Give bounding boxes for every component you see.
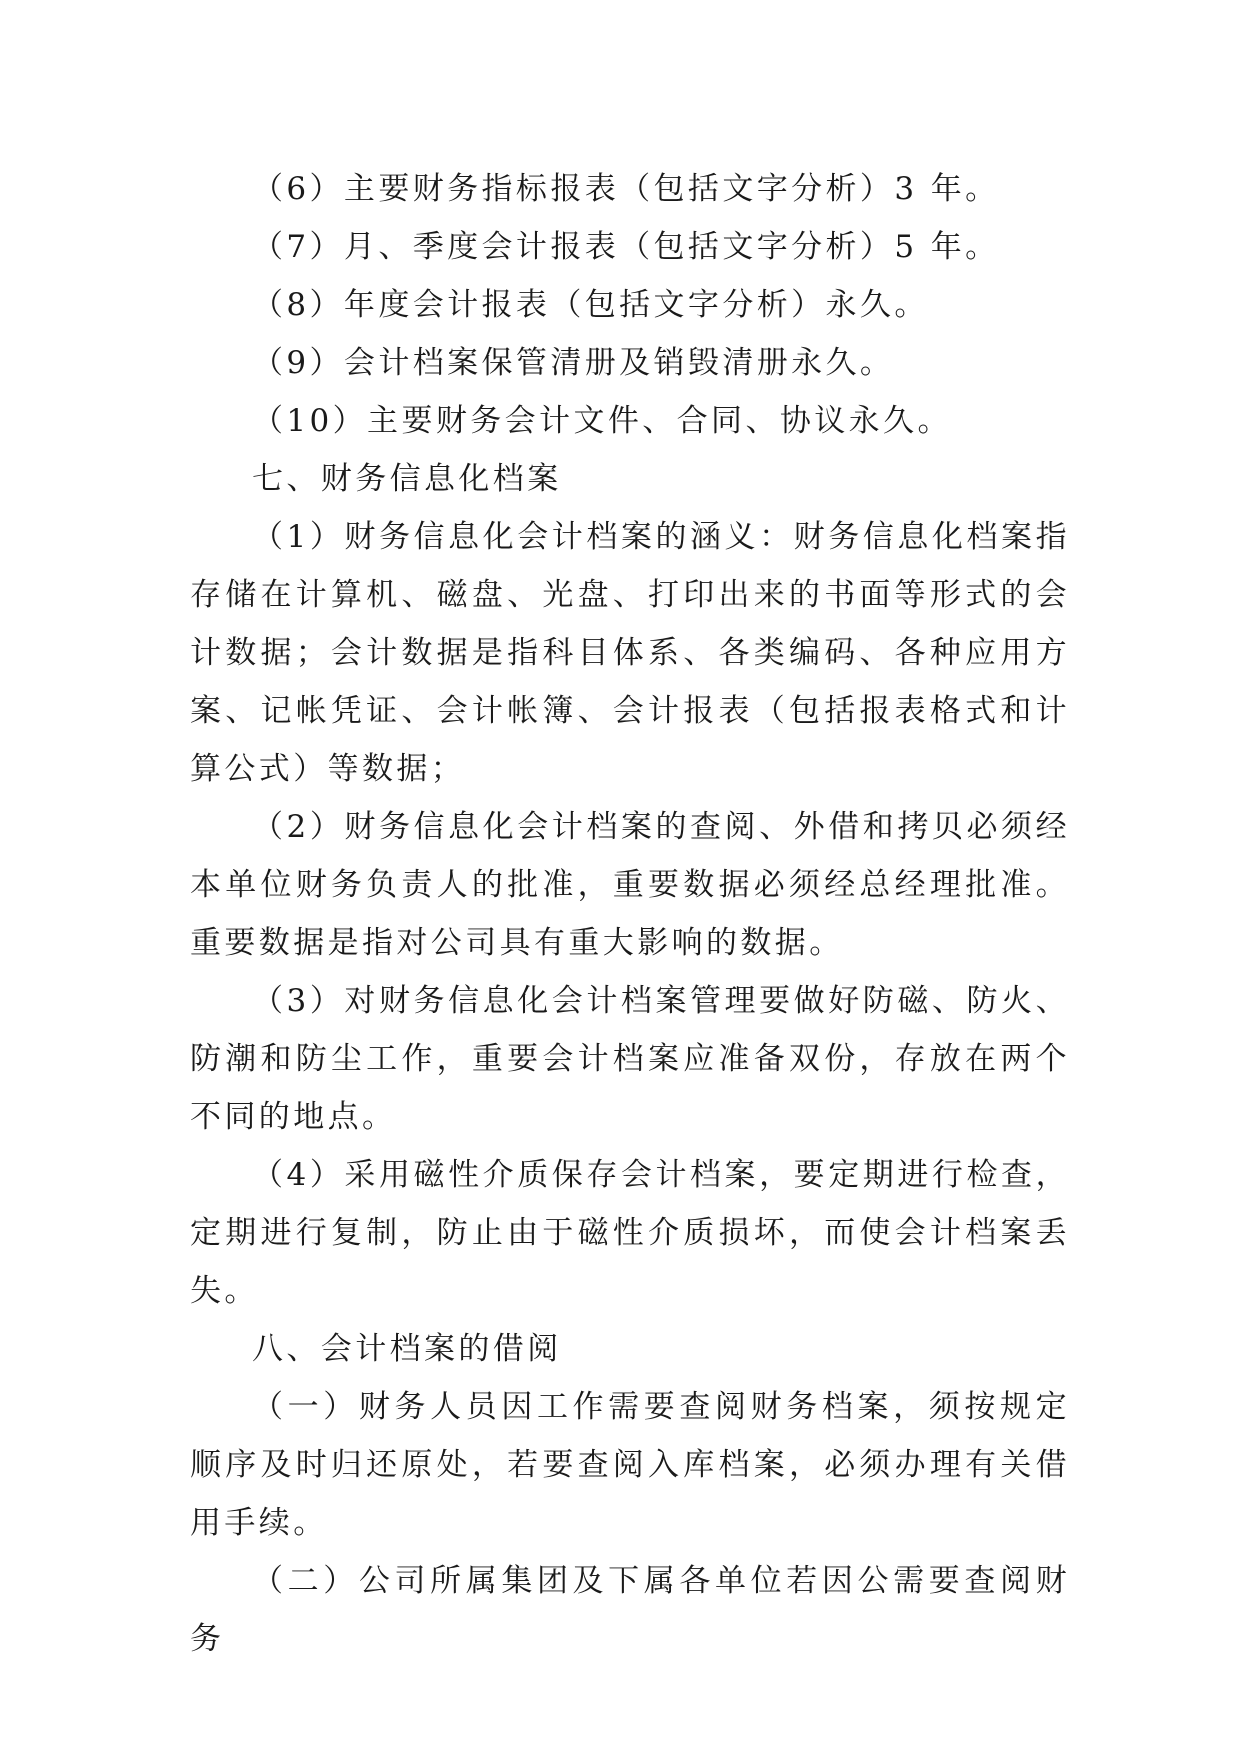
paragraph-retention-7: （7）月、季度会计报表（包括文字分析）5 年。: [252, 229, 1000, 265]
document-body: [190, 160, 1070, 1668]
paragraph-retention-9: （9）会计档案保管清册及销毁清册永久。: [252, 345, 895, 381]
paragraph-it-archive-2: （2）财务信息化会计档案的查阅、外借和拷贝必须经本单位财务负责人的批准，重要数据必须经总经理批准。重要数据是指对公司具有重大影响的数据。: [190, 809, 1070, 961]
paragraph-it-archive-3: （3）对财务信息化会计档案管理要做好防磁、防火、防潮和防尘工作，重要会计档案应准备双份，存放在两个不同的地点。: [190, 983, 1070, 1135]
paragraph-borrowing-2: （二）公司所属集团及下属各单位若因公需要查阅财务: [190, 1563, 1070, 1657]
section-heading-7: 七、财务信息化档案: [252, 461, 562, 497]
paragraph-it-archive-4: （4）采用磁性介质保存会计档案，要定期进行检查，定期进行复制，防止由于磁性介质损坏，而使会计档案丢失。: [190, 1157, 1070, 1309]
paragraph-it-archive-1: （1）财务信息化会计档案的涵义：财务信息化档案指存储在计算机、磁盘、光盘、打印出来的书面等形式的会计数据；会计数据是指科目体系、各类编码、各种应用方案、记帐凭证、会计帐簿、会计报表（包括报表格式和计算公式）等数据；: [190, 519, 1070, 787]
paragraph-retention-6: （6）主要财务指标报表（包括文字分析）3 年。: [252, 171, 1000, 207]
paragraph-borrowing-1: （一）财务人员因工作需要查阅财务档案，须按规定顺序及时归还原处，若要查阅入库档案，必须办理有关借用手续。: [190, 1389, 1070, 1541]
section-heading-8: 八、会计档案的借阅: [252, 1331, 562, 1367]
paragraph-retention-10: （10）主要财务会计文件、合同、协议永久。: [252, 403, 952, 439]
paragraph-retention-8: （8）年度会计报表（包括文字分析）永久。: [252, 287, 929, 323]
